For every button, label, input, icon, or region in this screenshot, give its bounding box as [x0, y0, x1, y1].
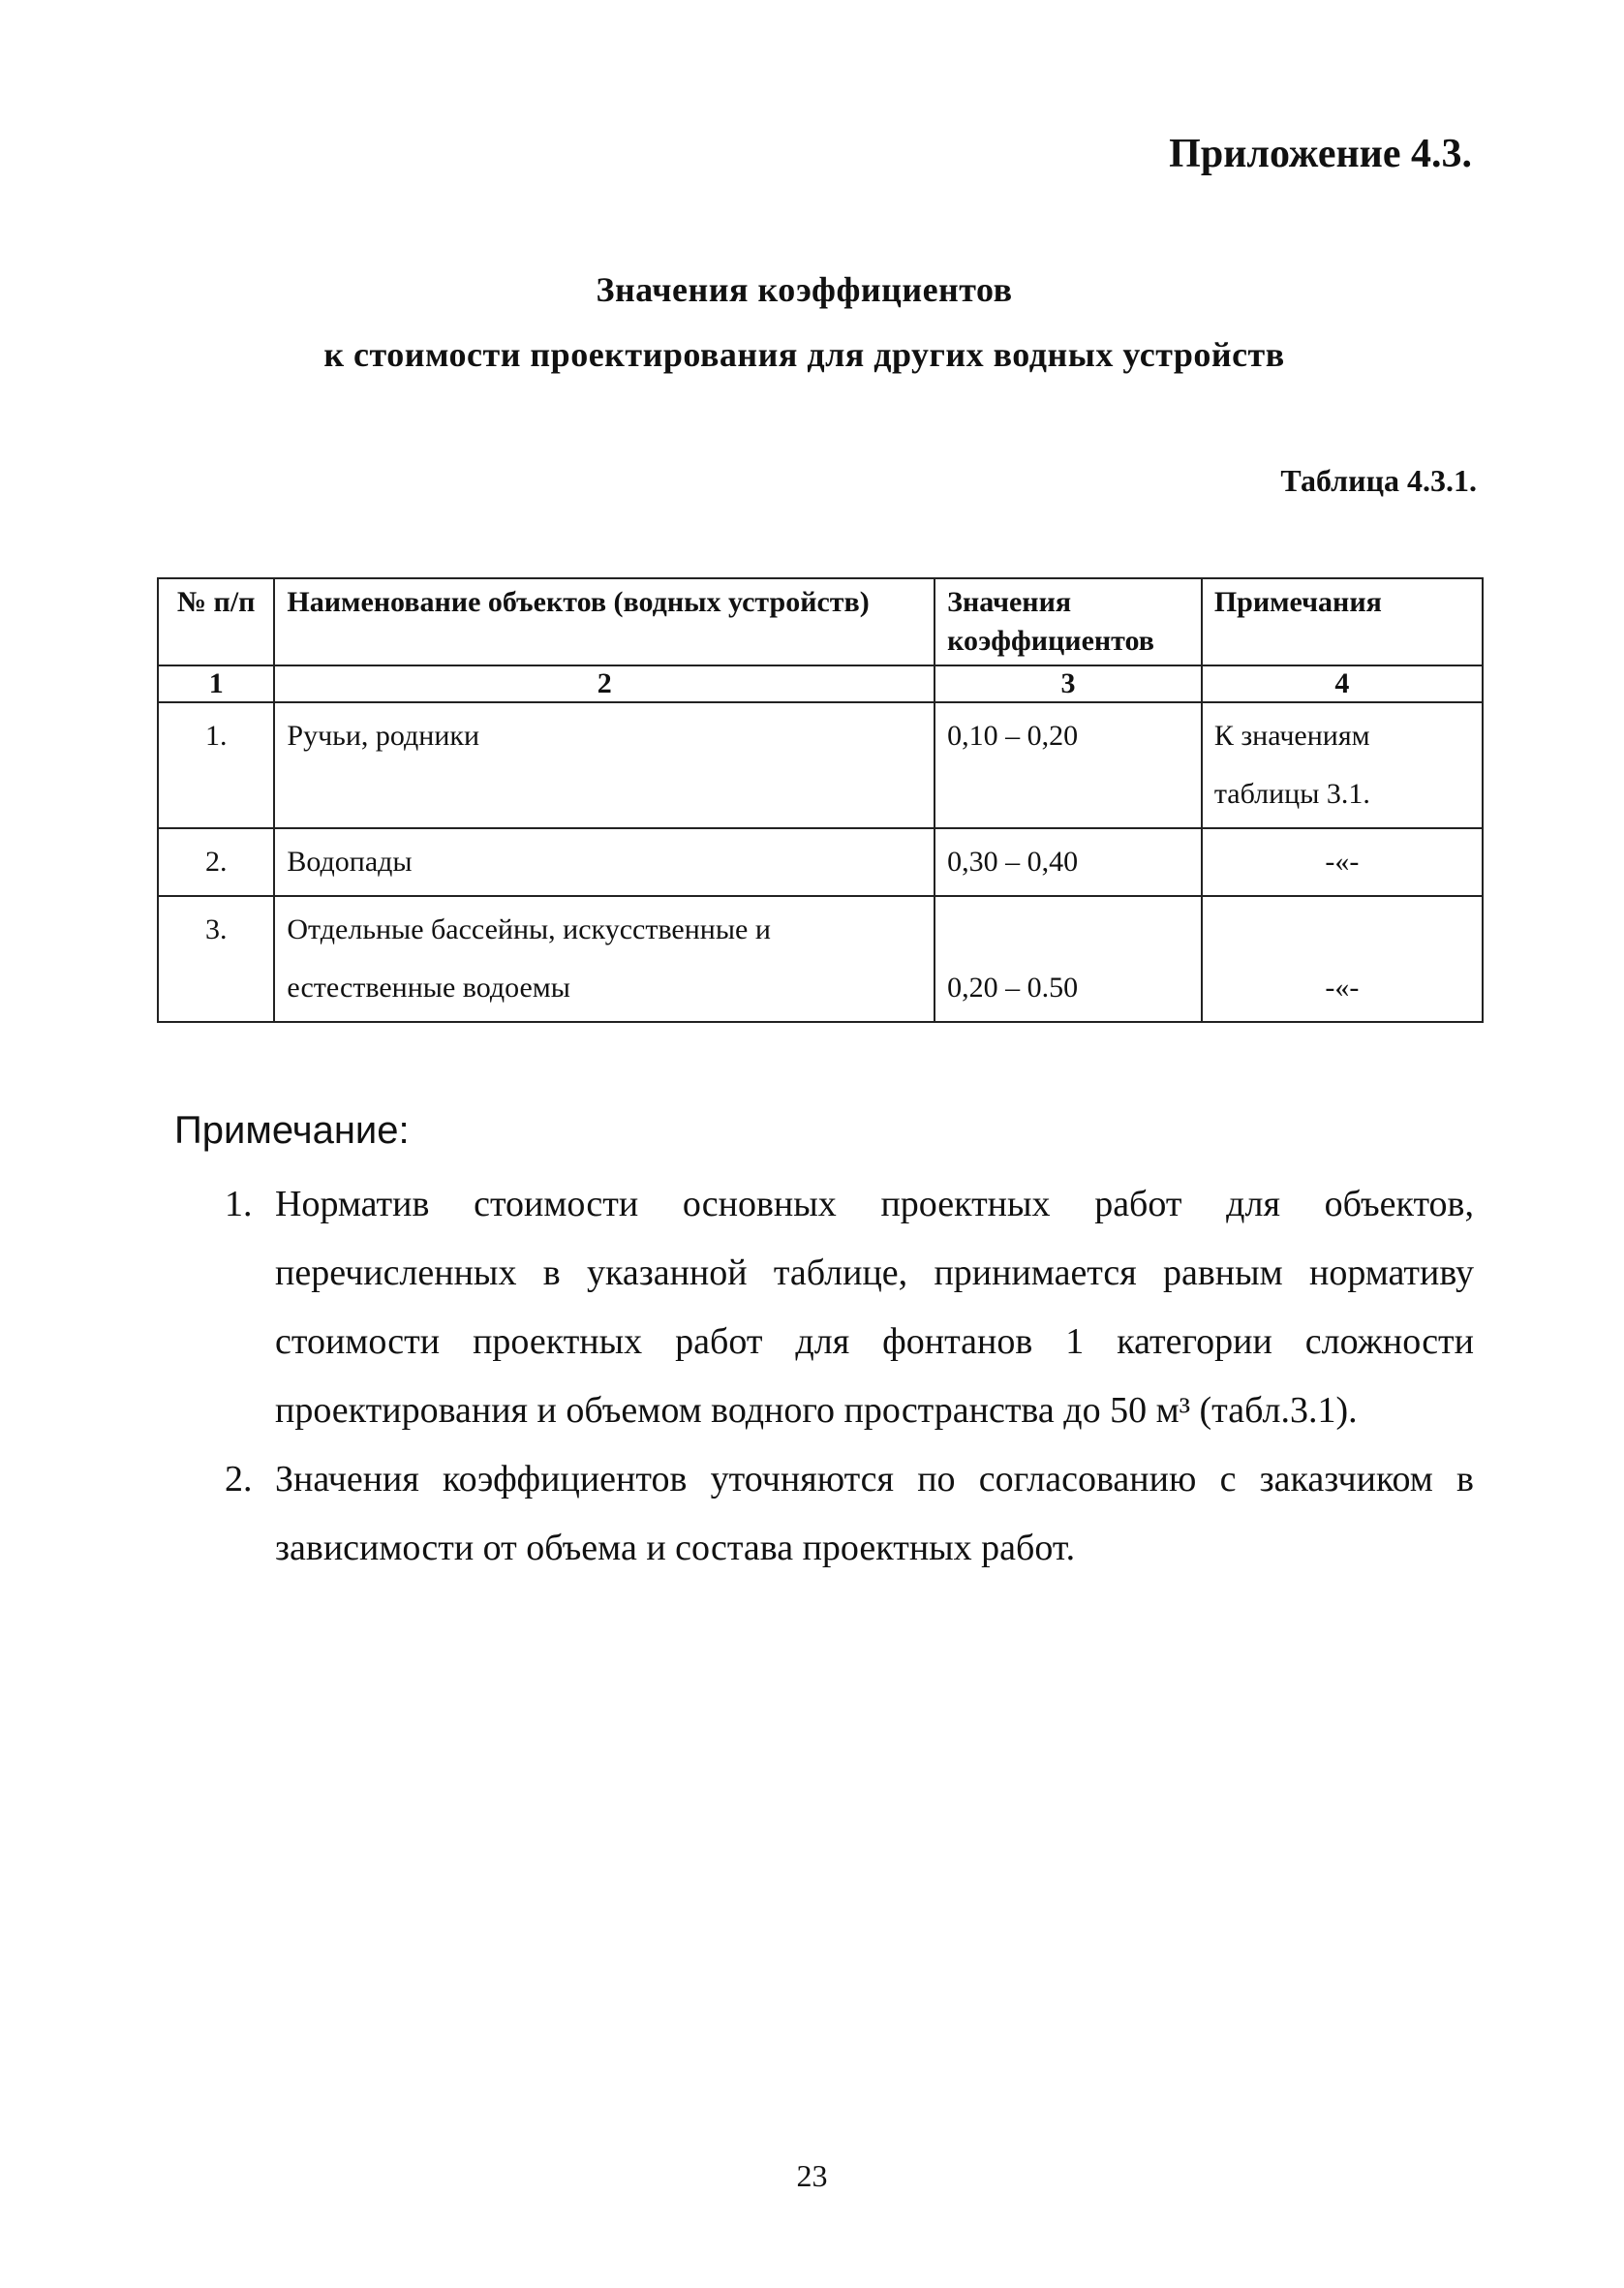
coefficient-value: 0,30 – 0,40 — [935, 828, 1202, 896]
appendix-label: Приложение 4.3. — [1169, 132, 1472, 176]
note-item — [225, 1170, 1474, 1445]
object-name: Отдельные бассейны, искусственные и естественные водоемы — [274, 896, 935, 1022]
row-number: 3. — [158, 896, 274, 1022]
notes-list — [225, 1170, 1474, 1583]
table-row — [158, 896, 1483, 1022]
object-name: Ручьи, родники — [274, 702, 935, 828]
row-number: 2. — [158, 828, 274, 896]
note-text: Значения коэффициентов уточняются по согласованию с заказчиком в зависимости от объема и состава проектных работ. — [275, 1459, 1474, 1568]
note-number: 1. — [225, 1184, 253, 1224]
header-number: № п/п — [158, 578, 274, 665]
note-number: 2. — [225, 1459, 253, 1500]
object-name: Водопады — [274, 828, 935, 896]
row-note: -«- — [1202, 896, 1483, 1022]
note-heading: Примечание: — [174, 1109, 410, 1152]
note-item — [225, 1445, 1474, 1583]
note-text: Норматив стоимости основных проектных работ для объектов, перечисленных в указанной таблице, принимается равным нормативу стоимости проектных работ для фонтанов 1 категории сложности проектирования и объемом водного пространства до 50 м³ (табл.3.1). — [275, 1184, 1474, 1431]
header-name: Наименование объектов (водных устройств) — [274, 578, 935, 665]
coefficients-table — [157, 577, 1484, 1023]
table-header-row — [158, 578, 1483, 665]
header-notes: Примечания — [1202, 578, 1483, 665]
page-number: 23 — [796, 2158, 828, 2193]
row-note: К значениям таблицы 3.1. — [1202, 702, 1483, 828]
page-title-line1: Значения коэффициентов — [596, 270, 1013, 309]
table-row — [158, 828, 1483, 896]
header-values: Значения коэффициентов — [935, 578, 1202, 665]
coefficient-value: 0,20 – 0.50 — [935, 896, 1202, 1022]
table-row — [158, 702, 1483, 828]
column-number: 3 — [935, 665, 1202, 702]
page-title-line2: к стоимости проектирования для других водных устройств — [323, 335, 1285, 374]
column-number: 4 — [1202, 665, 1483, 702]
row-number: 1. — [158, 702, 274, 828]
row-note: -«- — [1202, 828, 1483, 896]
column-number: 1 — [158, 665, 274, 702]
column-number-row — [158, 665, 1483, 702]
column-number: 2 — [274, 665, 935, 702]
table-label: Таблица 4.3.1. — [1280, 463, 1477, 498]
coefficient-value: 0,10 – 0,20 — [935, 702, 1202, 828]
